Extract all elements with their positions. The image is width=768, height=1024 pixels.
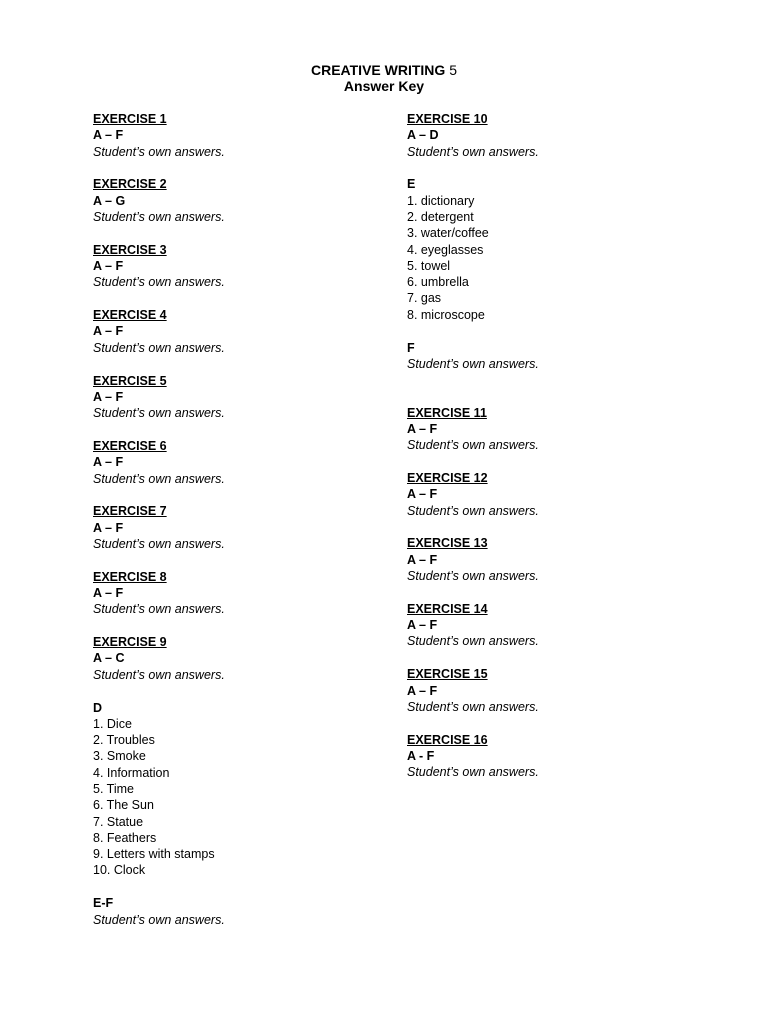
exercise-note: Student’s own answers. — [93, 406, 225, 421]
list-item: 10. Clock — [93, 863, 146, 878]
exercise-note: Student’s own answers. — [93, 340, 225, 355]
exercise-block — [93, 569, 393, 618]
section-e — [407, 176, 707, 323]
exercise-heading: EXERCISE 13 — [407, 536, 488, 551]
exercise-block — [93, 307, 393, 356]
exercise-range: A – F — [93, 455, 124, 470]
section-spacer — [407, 389, 707, 405]
exercise-block — [93, 176, 393, 225]
exercise-heading: EXERCISE 10 — [407, 112, 488, 126]
exercise-note: Student’s own answers. — [93, 667, 225, 682]
exercise-heading: EXERCISE 15 — [407, 667, 488, 682]
list-item: 6. The Sun — [93, 798, 154, 813]
exercise-heading: EXERCISE 9 — [93, 635, 167, 650]
title-main — [0, 62, 768, 78]
list-item: 5. Time — [93, 782, 134, 796]
exercise-block — [407, 732, 707, 781]
exercise-note: Student’s own answers. — [407, 503, 539, 518]
exercise-note: Student’s own answers. — [93, 471, 225, 486]
exercise-range: A – F — [407, 552, 438, 567]
exercise-range: A – G — [93, 193, 126, 208]
list-item: 1. dictionary — [407, 193, 475, 208]
exercise-heading: EXERCISE 5 — [93, 373, 167, 388]
exercise-heading: EXERCISE 16 — [407, 732, 488, 747]
exercise-range: A – F — [93, 259, 124, 274]
exercise-range: A – F — [93, 520, 124, 535]
section-f — [407, 340, 707, 373]
title-number: 5 — [449, 62, 457, 78]
list-item: 1. Dice — [93, 716, 132, 731]
exercise-heading: EXERCISE 11 — [407, 405, 487, 420]
title-subtitle: Answer Key — [343, 78, 425, 94]
list-item: 4. eyeglasses — [407, 242, 484, 257]
exercise-range: A – F — [407, 421, 438, 436]
exercise-range: A – D — [407, 128, 439, 143]
exercise-range: A – F — [93, 128, 124, 143]
list-item: 9. Letters with stamps — [93, 847, 215, 862]
exercise-range: A – F — [93, 389, 124, 404]
list-item: 3. water/coffee — [407, 226, 489, 241]
right-column — [407, 111, 707, 797]
list-item: 6. umbrella — [407, 275, 469, 290]
exercise-block — [407, 111, 707, 160]
exercise-block — [93, 503, 393, 552]
list-item: 4. Information — [93, 765, 170, 780]
exercise-block — [407, 470, 707, 519]
exercise-range: A – F — [407, 618, 438, 633]
exercise-block — [93, 373, 393, 422]
exercise-note: Student’s own answers. — [93, 209, 225, 224]
left-column — [93, 111, 393, 944]
exercise-heading: EXERCISE 3 — [93, 242, 167, 257]
section-d — [93, 700, 393, 879]
section-d-heading: D — [93, 700, 103, 715]
exercise-note: Student’s own answers. — [407, 144, 539, 159]
section-ef-note: Student’s own answers. — [93, 912, 225, 927]
exercise-heading: EXERCISE 14 — [407, 601, 488, 616]
section-e-items — [407, 193, 707, 323]
title-text: CREATIVE WRITING — [311, 62, 446, 78]
exercise-note: Student’s own answers. — [93, 275, 225, 290]
exercise-range: A – F — [93, 586, 124, 601]
exercise-heading: EXERCISE 6 — [93, 438, 167, 453]
exercise-note: Student’s own answers. — [407, 634, 539, 649]
exercise-heading: EXERCISE 7 — [93, 504, 167, 519]
exercise-block — [407, 601, 707, 650]
section-e-heading: E — [407, 177, 416, 192]
section-f-heading: F — [407, 340, 415, 355]
exercise-note: Student’s own answers. — [93, 536, 225, 551]
section-f-note: Student’s own answers. — [407, 356, 539, 371]
exercise-range: A – F — [407, 683, 438, 698]
exercise-block — [407, 666, 707, 715]
section-d-items — [93, 716, 393, 879]
exercise-note: Student’s own answers. — [407, 569, 539, 584]
list-item: 8. microscope — [407, 307, 485, 322]
exercise-note: Student’s own answers. — [407, 699, 539, 714]
page-title — [0, 62, 768, 94]
exercise-note: Student’s own answers. — [93, 602, 225, 617]
list-item: 5. towel — [407, 258, 451, 273]
exercise-block — [407, 405, 707, 454]
exercise-heading: EXERCISE 2 — [93, 177, 167, 192]
list-item: 2. Troubles — [93, 733, 155, 748]
right-exercise-list — [407, 405, 707, 781]
section-ef-heading: E-F — [93, 896, 114, 911]
list-item: 7. Statue — [93, 814, 144, 829]
exercise-note: Student’s own answers. — [407, 765, 539, 780]
exercise-block — [93, 634, 393, 683]
list-item: 8. Feathers — [93, 830, 157, 845]
exercise-block — [93, 242, 393, 291]
exercise-heading: EXERCISE 12 — [407, 471, 488, 486]
list-item: 7. gas — [407, 291, 442, 306]
exercise-heading: EXERCISE 1 — [93, 112, 167, 126]
exercise-note: Student’s own answers. — [93, 144, 225, 159]
list-item: 3. Smoke — [93, 749, 146, 764]
left-exercise-list — [93, 111, 393, 683]
exercise-block — [93, 438, 393, 487]
exercise-range: A – F — [407, 487, 438, 502]
exercise-heading: EXERCISE 8 — [93, 569, 167, 584]
exercise-heading: EXERCISE 4 — [93, 308, 167, 323]
exercise-range: A – F — [93, 324, 124, 339]
exercise-note: Student’s own answers. — [407, 438, 539, 453]
exercise-block — [93, 111, 393, 160]
exercise-block — [407, 535, 707, 584]
exercise-range: A – C — [93, 651, 125, 666]
list-item: 2. detergent — [407, 209, 474, 224]
section-ef — [93, 895, 393, 928]
exercise-range: A - F — [407, 748, 435, 763]
